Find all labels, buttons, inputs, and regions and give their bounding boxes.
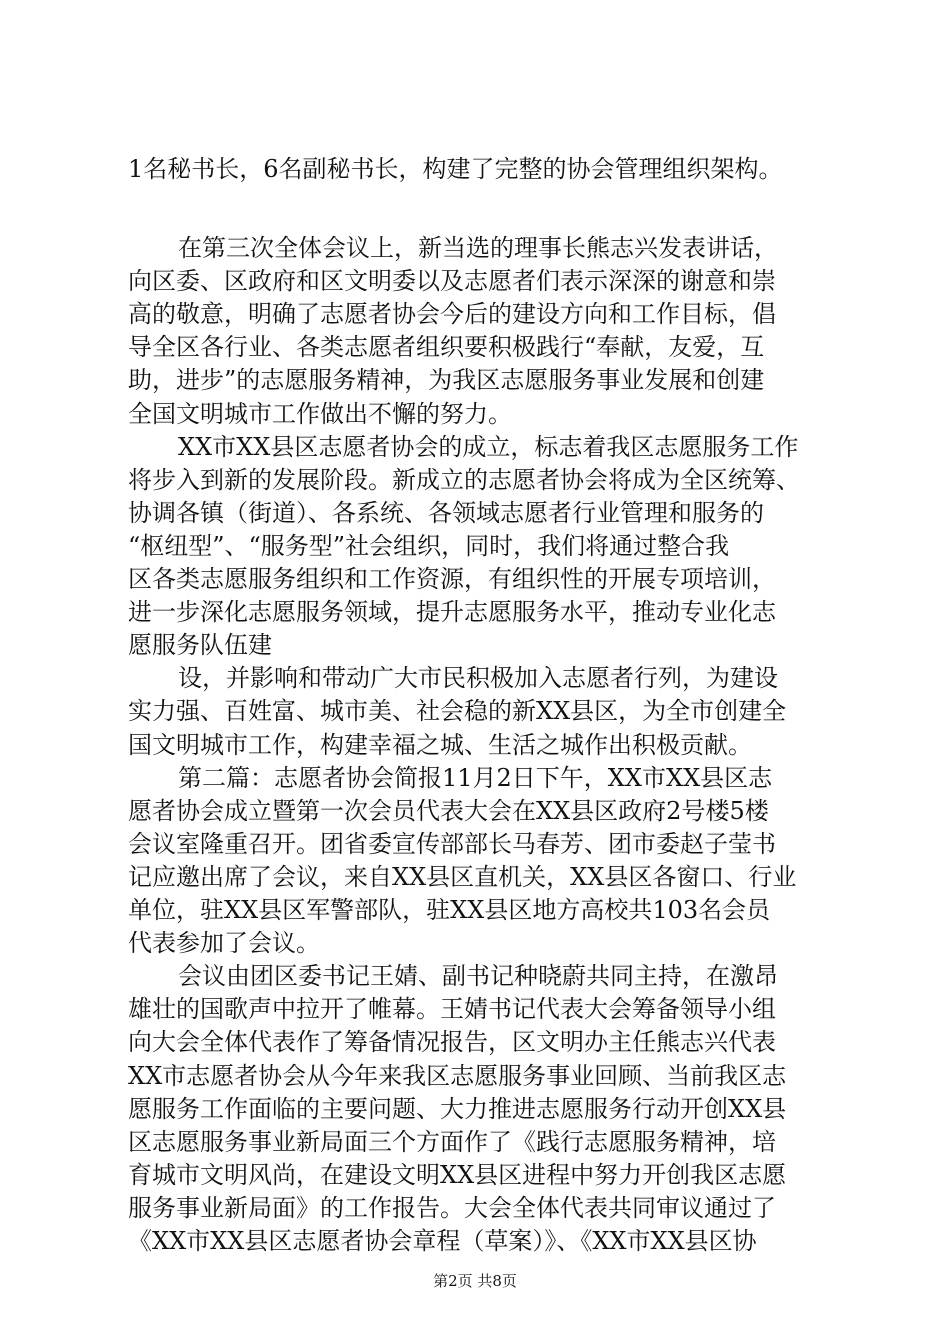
text-line: “枢纽型”、“服务型”社会组织，同时，我们将通过整合我 bbox=[128, 532, 730, 560]
text-line: 1名秘书长，6名副秘书长，构建了完整的协会管理组织架构。 bbox=[128, 155, 783, 183]
text-line: 协调各镇（街道）、各系统、各领域志愿者行业管理和服务的 bbox=[128, 499, 764, 527]
text-line: 服务事业新局面》的工作报告。大会全体代表共同审议通过了 bbox=[128, 1194, 776, 1222]
text-line: 导全区各行业、各类志愿者组织要积极践行“奉献，友爱，互 bbox=[128, 333, 765, 361]
text-line: 区志愿服务事业新局面三个方面作了《践行志愿服务精神，培 bbox=[128, 1128, 776, 1156]
text-line: 国文明城市工作，构建幸福之城、生活之城作出积极贡献。 bbox=[128, 731, 752, 759]
text-line: 雄壮的国歌声中拉开了帷幕。王婧书记代表大会筹备领导小组 bbox=[128, 995, 776, 1023]
text-line: 全国文明城市工作做出不懈的努力。 bbox=[128, 400, 512, 428]
text-line: XX市志愿者协会从今年来我区志愿服务事业回顾、当前我区志 bbox=[128, 1062, 787, 1090]
text-line: 助，进步”的志愿服务精神，为我区志愿服务事业发展和创建 bbox=[128, 366, 765, 394]
text-line: 会议室隆重召开。团省委宣传部部长马春芳、团市委赵子莹书 bbox=[128, 830, 776, 858]
text-line: 高的敬意，明确了志愿者协会今后的建设方向和工作目标，倡 bbox=[128, 300, 776, 328]
text-line: 《XX市XX县区志愿者协会章程（草案）》、《XX市XX县区协 bbox=[128, 1227, 757, 1255]
text-line: 在第三次全体会议上，新当选的理事长熊志兴发表讲话， bbox=[178, 234, 778, 262]
text-line: 愿服务队伍建 bbox=[128, 631, 272, 659]
page-number-footer: 第2页 共8页 bbox=[433, 1272, 517, 1290]
text-line: 育城市文明风尚，在建设文明XX县区进程中努力开创我区志愿 bbox=[128, 1161, 787, 1189]
text-line: 进一步深化志愿服务领域，提升志愿服务水平，推动专业化志 bbox=[128, 598, 776, 626]
text-line: 记应邀出席了会议，来自XX县区直机关，XX县区各窗口、行业 bbox=[128, 863, 797, 891]
text-line: 愿服务工作面临的主要问题、大力推进志愿服务行动开创XX县 bbox=[128, 1095, 787, 1123]
text-line: 单位，驻XX县区军警部队，驻XX县区地方高校共103名会员 bbox=[128, 896, 771, 924]
text-line: 区各类志愿服务组织和工作资源，有组织性的开展专项培训， bbox=[128, 565, 776, 593]
text-line: 向大会全体代表作了筹备情况报告，区文明办主任熊志兴代表 bbox=[128, 1028, 776, 1056]
text-line: 代表参加了会议。 bbox=[128, 929, 320, 957]
text-line: 将步入到新的发展阶段。新成立的志愿者协会将成为全区统筹、 bbox=[128, 466, 800, 494]
text-line: 第二篇：志愿者协会简报11月2日下午，XX市XX县区志 bbox=[178, 764, 773, 792]
text-line: 实力强、百姓富、城市美、社会稳的新XX县区，为全市创建全 bbox=[128, 697, 787, 725]
text-line: 设，并影响和带动广大市民积极加入志愿者行列，为建设 bbox=[178, 664, 778, 692]
text-line: XX市XX县区志愿者协会的成立，标志着我区志愿服务工作 bbox=[178, 433, 799, 461]
text-line: 愿者协会成立暨第一次会员代表大会在XX县区政府2号楼5楼 bbox=[128, 797, 769, 825]
text-line: 会议由团区委书记王婧、副书记种晓蔚共同主持，在激昂 bbox=[178, 962, 778, 990]
text-line: 向区委、区政府和区文明委以及志愿者们表示深深的谢意和崇 bbox=[128, 267, 776, 295]
